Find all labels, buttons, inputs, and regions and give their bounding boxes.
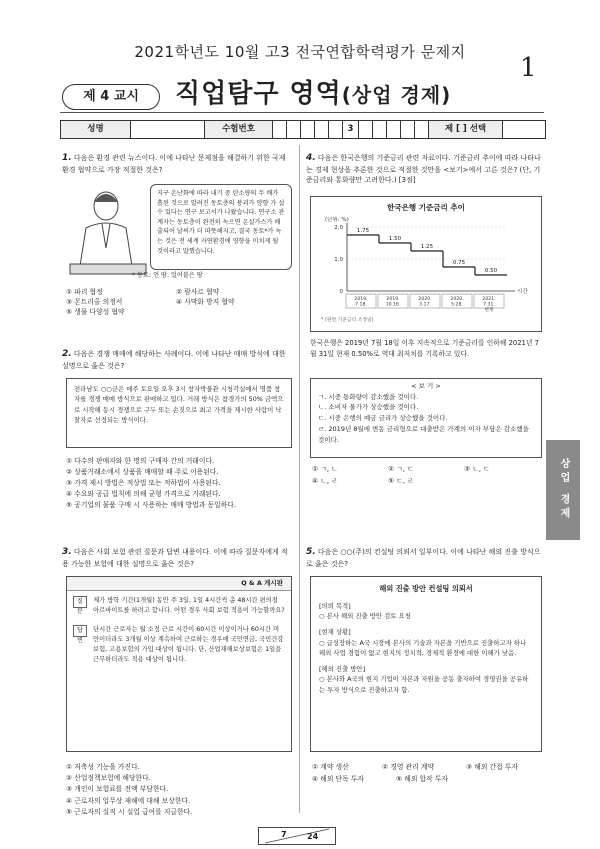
pager-slash: [259, 828, 335, 844]
q5-option[interactable]: ① 계약 생산: [312, 763, 349, 771]
q4-bogi-box: [310, 378, 542, 458]
q3-option[interactable]: ⑤ 근로자의 실직 시 실업 급여를 지급한다.: [66, 807, 193, 816]
q5-number: 5.: [306, 547, 316, 557]
exam-no-box[interactable]: [373, 121, 387, 138]
q2-option[interactable]: ② 상품거래소에서 상품을 매매할 때 주로 이용된다.: [66, 467, 219, 476]
exam-no-digit: 3: [343, 121, 359, 138]
q3-board: [66, 576, 292, 752]
q4-option[interactable]: ⑤ ㄷ, ㄹ: [388, 476, 414, 485]
x-tick-label: 2019.: [386, 297, 400, 302]
q5-section-title: [의뢰 목적]: [319, 601, 351, 610]
q1-stem: [62, 152, 292, 175]
q4-passage-text: 한국은행은 2019년 7월 18일 이후 지속적으로 기준금리를 인하해 2021년 7월 31일 현재 0.50%로 역대 최저치를 기록하고 있다.: [310, 339, 539, 358]
pager-current: 7: [281, 830, 287, 839]
q2-option[interactable]: ④ 수요와 공급 법칙에 의해 균형 가격으로 거래된다.: [66, 489, 221, 498]
q3-answer-label: 답변: [73, 625, 87, 637]
exam-no-box[interactable]: [329, 121, 343, 138]
x-tick-label: 2021.: [482, 297, 496, 302]
q3-number: 3.: [62, 547, 72, 557]
q5-option[interactable]: ③ 해외 간접 투자: [466, 763, 518, 771]
q5-document: [310, 576, 542, 752]
q3-answer-text: 단시간 근로자는 월 소정 근로 시간이 60시간 이상이거나 60시간 미만이더라도 3개월 이상 계속하여 근로하는 경우에 국민연금, 국민건강보험, 고용보험의 가입 대상이 됩니다. 단, 산업재해보상보험은 1일을 근무하더라도 적용 대상이 됩니다.: [92, 625, 284, 663]
period-label: 제 4 교시: [62, 84, 160, 110]
exam-title: 2021학년도 10월 고3 전국연합학력평가 문제지: [134, 43, 466, 61]
q5-section-text: ○ 본사 해외 진출 방안 검토 요청: [319, 612, 411, 621]
q5-options: [312, 762, 542, 785]
exam-no-box[interactable]: [273, 121, 287, 138]
q1-option[interactable]: ⑤ 생물 다양성 협약: [66, 307, 125, 316]
y-tick-label: 2.0: [334, 225, 343, 231]
exam-no-box[interactable]: [315, 121, 329, 138]
q4-option[interactable]: ② ㄱ, ㄷ: [388, 465, 414, 473]
name-label: 성명: [61, 121, 131, 138]
q5-section-text: ○ 급성장하는 A국 시장에 본사의 기술과 자본을 기반으로 진출하고자 하나 해외 사업 경험이 없고 현지의 정치적, 경제적 환경에 대한 이해가 낮음.: [319, 638, 527, 658]
exam-no-box[interactable]: [287, 121, 301, 138]
data-label: 1.50: [388, 236, 402, 242]
q3-options: [66, 762, 294, 818]
q2-box: [66, 378, 292, 448]
subject-title: [175, 76, 451, 114]
q1-number: 1.: [62, 153, 72, 163]
column-divider: [299, 145, 300, 813]
news-anchor-illustration: [66, 184, 150, 276]
exam-no-box[interactable]: [387, 121, 401, 138]
q3-board-title: Q & A 게시판: [67, 577, 291, 591]
y-tick-label: 0: [339, 289, 343, 295]
exam-no-label: 수험번호: [205, 121, 273, 138]
subject-sub: (상업 경제): [341, 83, 452, 107]
data-label: 1.75: [356, 228, 370, 234]
q1-bubble: [150, 184, 292, 270]
q5-section-text: ○ 본사와 A국의 현지 기업이 자본과 자원을 공동 출자하여 경영권을 공유하는 투자 방식으로 진출하고자 함.: [319, 675, 529, 694]
q3-option[interactable]: ② 산업정책보험에 해당한다.: [66, 774, 151, 783]
subject-name: 직업탐구 영역: [175, 79, 342, 109]
q5-section-title: [해외 진출 방안]: [319, 664, 366, 673]
q1-footnote: * 동토: 언 땅. 얼어붙은 땅: [132, 272, 203, 279]
name-field[interactable]: [131, 121, 205, 138]
q2-option[interactable]: ⑤ 공기업의 물품 구매 시 사용하는 매매 방법과 동일하다.: [66, 500, 236, 509]
y-tick-label: 1.0: [334, 257, 343, 263]
x-tick-label: 2020.: [418, 297, 432, 302]
q4-option[interactable]: ① ㄱ, ㄴ: [312, 465, 338, 473]
page-number: 1: [520, 53, 537, 83]
pager-total: 24: [307, 832, 319, 841]
q4-option[interactable]: ③ ㄴ, ㄷ: [464, 465, 490, 473]
q5-section-title: [현재 상황]: [319, 628, 351, 636]
q2-number: 2.: [62, 349, 72, 359]
x-tick-label: 현재: [484, 308, 494, 313]
q4-passage: [310, 338, 542, 360]
exam-no-box[interactable]: [359, 121, 373, 138]
choice-field[interactable]: [503, 121, 545, 138]
q3-option[interactable]: ④ 근로자의 업무상 재해에 대해 보상한다.: [66, 796, 191, 805]
q5-doc-title: 해외 진출 방안 컨설팅 의뢰서: [379, 584, 473, 593]
x-tick-label: 7.31.: [483, 302, 495, 308]
subject-side-tab: 상업 경제: [546, 440, 580, 540]
bogi-item: ㄱ. 시중 통화량이 감소했을 것이다.: [318, 392, 419, 401]
q5-stem: [306, 546, 542, 569]
exam-no-box[interactable]: [415, 121, 429, 138]
q5-option[interactable]: ② 경영 관리 계약: [382, 763, 434, 771]
q1-option[interactable]: ④ 사막화 방지 협약: [176, 297, 235, 306]
q3-option[interactable]: ① 저축성 기능을 가진다.: [66, 763, 140, 771]
x-tick-label: 7.18.: [355, 302, 367, 308]
header-rule: [60, 112, 544, 113]
x-tick-label: 2019.: [354, 297, 368, 302]
q3-option[interactable]: ③ 개인이 보험료를 전액 부담한다.: [66, 785, 169, 794]
q1-option[interactable]: ① 파리 협정: [66, 288, 103, 296]
y-axis-label: (단위: %): [325, 217, 349, 223]
x-tick-label: 3.17.: [419, 302, 431, 308]
q4-option[interactable]: ④ ㄴ, ㄹ: [312, 476, 338, 485]
q2-text: 다음은 경쟁 매매에 해당하는 사례이다. 이에 나타난 매매 방식에 대한 설명으로 옳은 것은?: [62, 350, 286, 371]
chart-title: 한국은행 기준금리 추이: [387, 203, 465, 212]
data-label: 0.50: [484, 268, 498, 274]
q1-text: 다음은 환경 관련 뉴스이다. 이에 나타난 문제점을 해결하기 위한 국제 환경 협약으로 가장 적절한 것은?: [62, 154, 286, 175]
q1-option[interactable]: ③ 몬트리올 의정서: [66, 297, 123, 306]
chart-note: * (관련 기준금리 조정일): [321, 318, 374, 323]
q1-option[interactable]: ② 람사르 협약: [176, 288, 220, 296]
q5-option[interactable]: ④ 해외 단독 투자: [312, 774, 364, 783]
bogi-item: ㄹ. 2019년 8월에 변동 금리형으로 대출받은 가계의 이자 부담은 감소했을 것이다.: [318, 424, 529, 444]
q4-chart-box: [310, 196, 542, 332]
bogi-item: ㄷ. 시중 은행의 예금 금리가 상승했을 것이다.: [318, 414, 448, 423]
q4-text: 다음은 한국은행의 기준금리 관련 자료이다. 기준금리 추이에 따라 나타나는 경제 현상을 추론한 것으로 적절한 것만을 <보기>에서 고른 것은? (단, 기준금리와 통화량만 고려한다.) [3점]: [306, 154, 541, 185]
q3-question-text: 제가 방학 기간(1개월) 동안 주 3일, 1일 4시간씩 총 48시간 편의점 아르바이트를 하려고 합니다. 어떤 경우 사회 보험 적용이 가능할까요?: [93, 597, 285, 615]
q2-option[interactable]: ① 다수의 판매자와 한 명의 구매자 간의 거래이다.: [66, 457, 215, 465]
q5-option[interactable]: ⑤ 해외 합작 투자: [396, 774, 448, 783]
q2-option[interactable]: ③ 가격 제시 방법은 적상법 또는 적하법이 사용된다.: [66, 478, 221, 487]
exam-no-box[interactable]: [301, 121, 315, 138]
q2-box-text: 전라남도 ○○군은 매주 토요일 오후 3시 창자박물관 시청각실에서 명품 창자를 경쟁 매매 방식으로 판매하고 있다. 거래 방식은 참경가의 50% 금액으로 시작해 동시 경쟁으로 구두 또는 손짓으로 최고 가격을 제시한 사람이 낙찰자로 선정되는 방식이다.: [74, 385, 284, 424]
x-tick-label: 5.28.: [451, 302, 463, 308]
page-indicator: [258, 827, 336, 845]
data-label: 0.75: [452, 260, 466, 266]
q4-options: [312, 464, 542, 487]
q2-options: [66, 456, 294, 510]
choice-label: 제 [ ] 선택: [429, 121, 503, 138]
q4-stem: [306, 152, 542, 185]
q4-number: 4.: [306, 153, 316, 163]
q1-options: [66, 288, 294, 318]
bogi-title: < 보 기 >: [411, 382, 441, 390]
q2-stem: [62, 348, 292, 371]
x-axis-label: 시간: [517, 289, 528, 295]
rate-chart: [311, 217, 541, 325]
bogi-item: ㄴ. 소비자 물가가 상승했을 것이다.: [318, 403, 419, 412]
q3-question-label: 질문: [73, 596, 87, 608]
exam-no-box[interactable]: [401, 121, 415, 138]
q1-bubble-text: 지구 온난화에 따라 내기 중 탄소량의 두 배가 흡된 것으로 알려진 동토층의 붕괴가 양향 가 설 수 있다는 연구 보고서가 나왔습니다. 연구소 관계자는 동토층이 완전히 녹으면 온실가스가 배출되어 날씨가 더 따뜻해지고, 결국 동토*가 녹는 것은 전 세계 자연환경에 영향을 미치게 될 것이라고 말했습니다.: [157, 190, 285, 255]
q3-text: 다음은 사회 보험 관련 질문과 답변 내용이다. 이에 따라 질문자에게 적용 가능한 보험에 대한 설명으로 옳은 것은?: [62, 548, 288, 569]
data-label: 1.25: [420, 244, 434, 250]
info-bar: [60, 120, 546, 139]
q3-stem: [62, 546, 292, 569]
x-tick-label: 2020.: [450, 297, 464, 302]
q5-text: 다음은 ○○(주)의 컨설팅 의뢰서 일부이다. 이에 나타난 해외 진출 방식으로 옳은 것은?: [306, 548, 541, 569]
x-tick-label: 10.16.: [385, 302, 401, 308]
